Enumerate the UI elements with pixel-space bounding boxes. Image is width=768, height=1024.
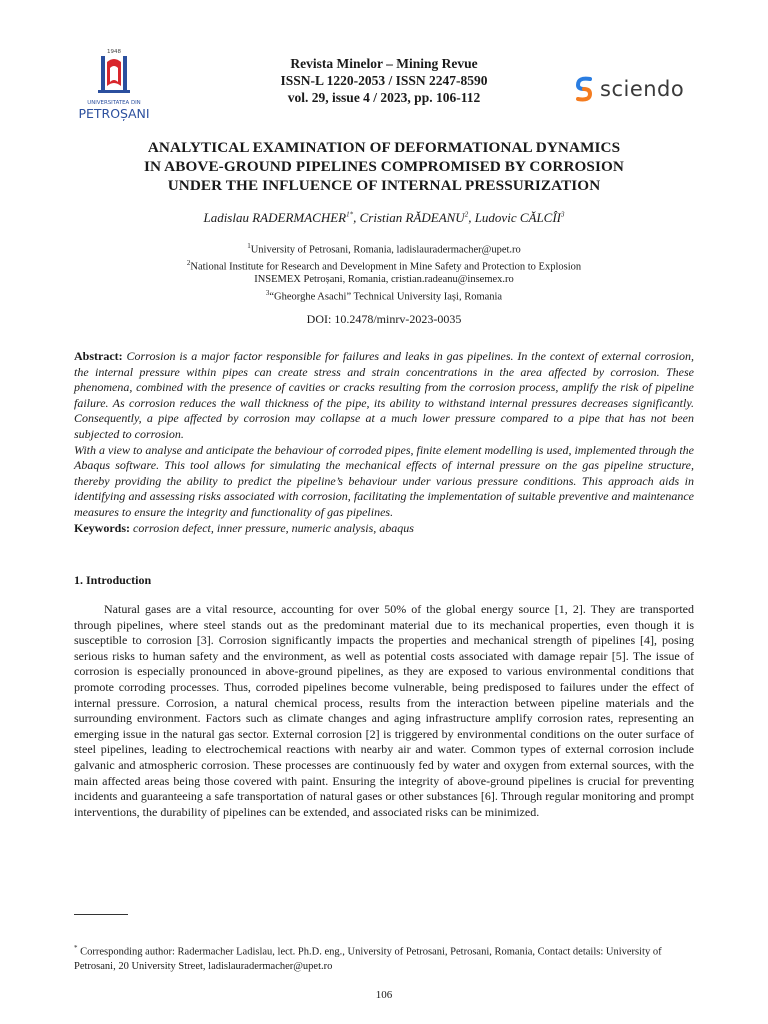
footnote-sup: * <box>74 944 78 952</box>
abstract <box>74 349 694 536</box>
affiliation-line <box>60 287 708 304</box>
logo-line2: PETROȘANI <box>78 106 150 121</box>
sciendo-wordmark: sciendo <box>600 77 685 101</box>
logo-year: 1948 <box>107 49 121 55</box>
author-sep: , <box>468 210 475 225</box>
journal-header <box>190 55 578 106</box>
affiliations <box>60 240 708 303</box>
affiliation-line <box>60 240 708 257</box>
university-logo <box>74 46 154 122</box>
section-heading: 1. Introduction <box>74 573 152 587</box>
affiliation-sup: 1 <box>247 242 251 250</box>
author-name: Cristian RĂDEANU <box>359 210 465 225</box>
author-name: Ludovic CĂLCÎI <box>474 210 562 225</box>
author-name: Ladislau RADERMACHER <box>203 210 347 225</box>
title-line: ANALYTICAL EXAMINATION OF DEFORMATIONAL DYNAMICS <box>147 139 621 156</box>
abstract-para1 <box>74 349 694 443</box>
abstract-text: Corrosion is a major factor responsible for failures and leaks in gas pipelines. In the context of external corrosion, the internal pressure within pipes can create stress and strain concentrations in the area affected by corrosion. These phenomena, combined with the presence of cavities or cracks resulting from the corrosion process, amplify the risk of pipeline failure. As corrosion reduces the wall thickness of the pipe, its ability to withstand internal pressures decreases significantly. Consequently, a pipe affected by corrosion may collapse at a much lower pressure compared to a pipe that has not been subjected to corrosion. <box>74 349 694 441</box>
footnote <box>74 941 694 974</box>
author-sup: 3 <box>561 210 565 219</box>
journal-issn: ISSN-L 1220-2053 / ISSN 2247-8590 <box>280 73 488 88</box>
keywords-label: Keywords: <box>74 520 130 535</box>
footnote-text: Corresponding author: Radermacher Ladislau, lect. Ph.D. eng., University of Petrosani, Petrosani, Romania, Contact details: University of Petrosani, 20 University Street, ladislauradermacher@upet.ro <box>74 946 662 972</box>
doi[interactable]: DOI: 10.2478/minrv-2023-0035 <box>306 312 462 326</box>
affiliation-line: INSEMEX Petroșani, Romania, cristian.radeanu@insemex.ro <box>254 274 514 286</box>
sciendo-mark-icon <box>574 75 594 103</box>
authors <box>60 210 708 226</box>
abstract-label: Abstract: <box>74 349 123 363</box>
title-line: IN ABOVE-GROUND PIPELINES COMPROMISED BY CORROSION <box>144 158 624 175</box>
keywords <box>74 521 694 537</box>
article-title <box>60 138 708 195</box>
author-sep: , <box>353 210 360 225</box>
logo-line1: UNIVERSITATEA DIN <box>87 100 141 106</box>
affiliation-line <box>60 257 708 274</box>
journal-name: Revista Minelor – Mining Revue <box>290 56 478 71</box>
affiliation-text: National Institute for Research and Development in Mine Safety and Protection to Explosion <box>190 261 582 273</box>
keywords-text: corrosion defect, inner pressure, numeric analysis, abaqus <box>130 520 414 535</box>
affiliation-sup: 2 <box>186 258 191 267</box>
abstract-para2: With a view to analyse and anticipate the behaviour of corroded pipes, finite element modelling is used, implemented through the Abaqus software. This tool allows for simulating the mechanical effects of internal pressure on the gas pipeline structure, thereby providing the ability to predict the pipeline’s behaviour under various pressure conditions. This approach aids in identifying and assessing risks associated with corrosion, facilitating the implementation of suitable preventive and maintenance measures to ensure the integrity and functionality of gas pipelines. <box>74 442 694 519</box>
affiliation-text: “Gheorghe Asachi” Technical University Iași, Romania <box>269 291 503 303</box>
title-line: UNDER THE INFLUENCE OF INTERNAL PRESSURIZATION <box>167 177 601 194</box>
author-sup: 2 <box>464 210 469 219</box>
footnote-divider <box>74 914 128 915</box>
affiliation-text: University of Petrosani, Romania, ladislauradermacher@upet.ro <box>250 244 521 256</box>
introduction-paragraph: Natural gases are a vital resource, accounting for over 50% of the global energy source [1, 2]. They are transported through pipelines, where steel stands out as the predominant material due to its mechanical properties, even though it is susceptible to corrosion [3]. Corrosion significantly impacts the properties and mechanical strength of pipelines [4], posing serious risks to human safety and the environment, as well as potential costs associated with damage repair [5]. The issue of corrosion is especially pronounced in above-ground pipelines, as they are exposed to various environmental conditions that promote corroding processes. Thus, corroded pipelines become vulnerable, being predisposed to failures under the effect of internal pressure. Corrosion, a natural chemical process, results from the interaction between pipeline materials and the surrounding environment. Factors such as climate changes and aging infrastructure amplify corrosion rates, representing an emerging issue in the natural gas sector. External corrosion [2] is triggered by environmental conditions on the outer surface of steel pipelines, leading to electrochemical reactions with nearby air and water. Common types of external corrosion include galvanic and atmospheric corrosion. These processes are continuously fed by water and oxygen from external sources, with the main affected areas being those covered with paint. Ensuring the integrity of above-ground pipelines is crucial for preventing incidents and guaranteeing a safe transportation of natural gases or other substances [6]. Through regular monitoring and prompt interventions, the durability of pipelines can be extended, and associated risks can be minimized. <box>74 602 694 819</box>
affiliation-sup: 3 <box>265 288 270 297</box>
page-number: 106 <box>375 989 393 1001</box>
author-sup: 1* <box>346 210 354 219</box>
sciendo-logo <box>574 72 694 106</box>
journal-volume: vol. 29, issue 4 / 2023, pp. 106-112 <box>287 90 481 105</box>
